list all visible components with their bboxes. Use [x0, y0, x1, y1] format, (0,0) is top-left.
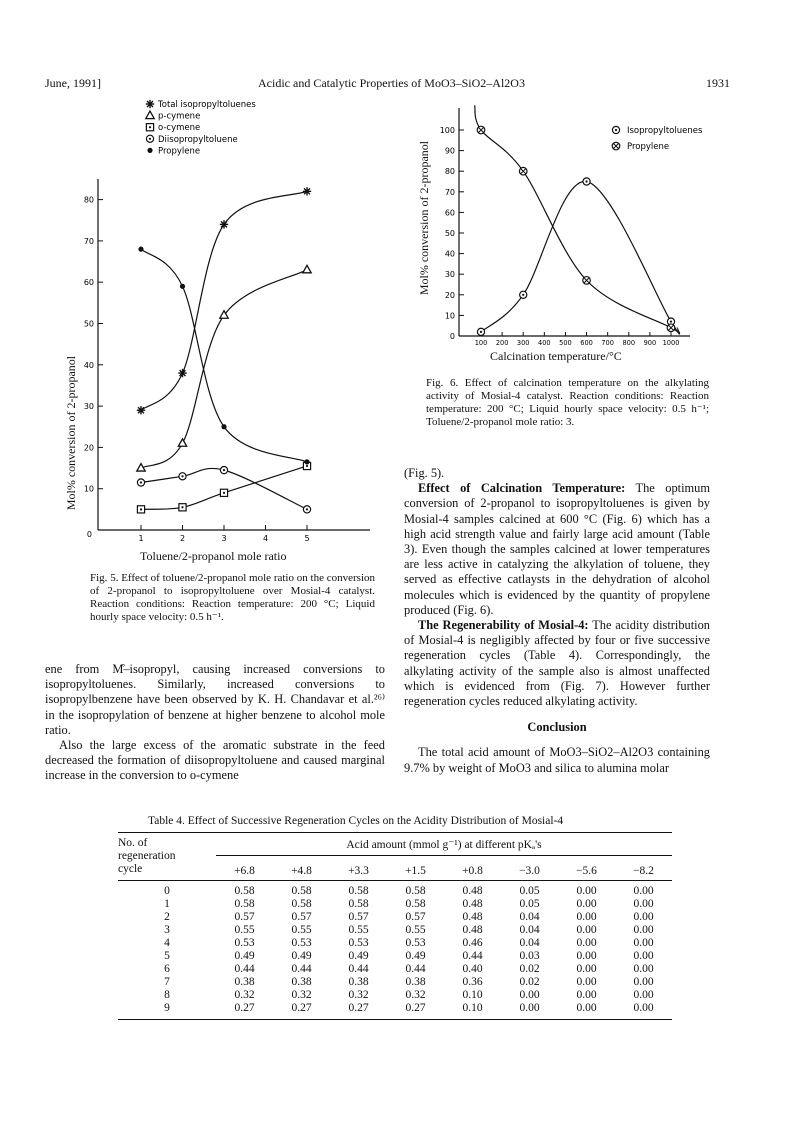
conclusion-body: The total acid amount of MoO3–SiO2–Al2O3 containing 9.7% by weight of MoO3 and silica to alumina molar	[404, 745, 710, 775]
table-row	[118, 963, 672, 976]
fig5-legend-label: o-cymene	[158, 123, 201, 134]
acid-amount-cell: 0.02	[519, 963, 540, 975]
dot-shape	[221, 424, 226, 429]
table-row	[118, 898, 672, 911]
table4	[118, 832, 672, 1020]
acid-amount-cell: 0.55	[291, 924, 312, 936]
square-center	[140, 508, 142, 510]
fig5-y-tick-label: 20	[83, 443, 94, 453]
circle-center	[149, 138, 151, 140]
table-row	[118, 1002, 672, 1020]
fig6-data-point	[667, 324, 675, 332]
acid-amount-cell: 0.58	[291, 885, 312, 897]
dot-shape	[180, 284, 185, 289]
cycle-number-cell: 1	[164, 898, 170, 910]
column-header: +3.3	[348, 865, 369, 877]
fig5-data-point	[303, 265, 311, 273]
square-center	[149, 126, 151, 128]
column-header: +4.8	[291, 865, 312, 877]
acid-amount-cell: 0.27	[405, 1002, 426, 1014]
acid-amount-cell: 0.46	[462, 937, 483, 949]
fig6-data-point	[583, 178, 590, 185]
fig5-caption: Fig. 5. Effect of toluene/2-propanol mole ratio on the conversion of 2-propanol to isopropyltoluene over Mosial-4 catalyst. Reaction conditions: Reaction temperature: 200 °C; Liquid hourly space velocity: 0.5 h⁻¹.	[90, 572, 375, 623]
fig6-y-tick-label: 90	[444, 146, 455, 156]
acid-amount-cell: 0.58	[234, 885, 255, 897]
acid-amount-cell: 0.00	[633, 950, 654, 962]
acid-amount-cell: 0.00	[519, 989, 540, 1001]
acid-amount-cell: 0.53	[405, 937, 426, 949]
fig6-x-tick-label: 500	[559, 339, 572, 347]
acid-amount-cell: 0.10	[462, 989, 483, 1001]
fig5-xlabel: Toluene/2-propanol mole ratio	[140, 549, 287, 563]
acid-amount-cell: 0.57	[234, 911, 255, 923]
row-header-line: regeneration	[118, 850, 176, 862]
acid-amount-cell: 0.38	[234, 976, 255, 988]
fig5-data-point	[220, 220, 228, 228]
fig5-data-point	[137, 406, 145, 414]
triangle-shape	[303, 265, 311, 273]
acid-amount-cell: 0.58	[291, 898, 312, 910]
acid-amount-cell: 0.48	[462, 885, 483, 897]
fig6-x-tick-label: 100	[474, 339, 488, 347]
square-center	[181, 506, 183, 508]
fig6-x-tick-label: 300	[516, 339, 530, 347]
fig5-data-point	[220, 467, 227, 474]
cycle-number-cell: 6	[164, 963, 170, 975]
dot-shape	[304, 459, 309, 464]
fig5-data-point	[303, 187, 311, 195]
fig6-x-tick-label: 400	[538, 339, 551, 347]
fig6-x-tick-label: 1000	[662, 339, 680, 347]
acid-amount-cell: 0.57	[348, 911, 369, 923]
left-paragraph-1: ene from M̊–isopropyl, causing increased conversions to isopropyltoluenes. Similarly, increased conversions to isopropylbenzene have been observed by K. H. Chandavar et al.²⁶⁾ in the isopropylation of benzene at higher benzene to alcohol mole ratio.	[45, 662, 385, 737]
circle-center	[223, 469, 225, 471]
fig6-y-tick-label: 80	[444, 167, 455, 177]
acid-amount-cell: 0.58	[405, 898, 426, 910]
fig5-x-tick-label: 3	[221, 534, 227, 543]
acid-amount-cell: 0.48	[462, 924, 483, 936]
acid-amount-cell: 0.00	[633, 1002, 654, 1014]
acid-amount-cell: 0.58	[405, 885, 426, 897]
column-header: +0.8	[462, 865, 483, 877]
fig6-y-tick-label: 50	[444, 229, 455, 238]
table4-group-header: Acid amount (mmol g⁻¹) at different pKₐ's	[216, 833, 672, 856]
fig5-y-tick-label: 30	[83, 402, 94, 412]
fig5-reference: (Fig. 5).	[404, 466, 445, 480]
acid-amount-cell: 0.00	[576, 963, 597, 975]
fig5-legend-marker	[146, 100, 154, 108]
acid-amount-cell: 0.10	[462, 1002, 483, 1014]
acid-amount-cell: 0.27	[348, 1002, 369, 1014]
acid-amount-cell: 0.38	[405, 976, 426, 988]
fig6-series-line	[475, 105, 680, 333]
acid-amount-cell: 0.44	[462, 950, 483, 962]
cycle-number-cell: 3	[164, 924, 170, 936]
acid-amount-cell: 0.04	[519, 937, 540, 949]
acid-amount-cell: 0.53	[348, 937, 369, 949]
fig6-y-tick-label: 70	[444, 187, 455, 197]
fig6-x-tick-label: 600	[580, 339, 593, 347]
fig5-data-point	[304, 459, 309, 464]
fig6-legend-marker	[612, 142, 620, 150]
circle-center	[670, 320, 672, 322]
acid-amount-cell: 0.55	[348, 924, 369, 936]
fig5-legend-marker	[146, 111, 154, 119]
fig5-data-point	[138, 247, 143, 252]
cycle-number-cell: 8	[164, 989, 170, 1001]
fig5-data-point	[179, 504, 186, 511]
regenerability-heading: The Regenerability of Mosial-4:	[418, 618, 589, 633]
table-row	[118, 937, 672, 950]
fig6-y-tick-label: 30	[444, 270, 455, 280]
column-header: +6.8	[234, 865, 255, 877]
fig5-y-tick-label: 80	[83, 195, 94, 205]
acid-amount-cell: 0.00	[576, 898, 597, 910]
acid-amount-cell: 0.32	[291, 989, 312, 1001]
fig5-legend-label: p-cymene	[158, 111, 201, 122]
acid-amount-cell: 0.00	[633, 963, 654, 975]
acid-amount-cell: 0.27	[291, 1002, 312, 1014]
fig5-data-point	[137, 479, 144, 486]
fig5-data-point	[179, 473, 186, 480]
acid-amount-cell: 0.32	[348, 989, 369, 1001]
fig5-y-tick-label: 10	[83, 484, 94, 494]
fig5-chart	[55, 95, 375, 545]
acid-amount-cell: 0.00	[576, 976, 597, 988]
fig6-data-point	[477, 328, 484, 335]
table-row	[118, 911, 672, 924]
fig6-y-tick-label: 20	[444, 290, 455, 300]
calcination-paragraph	[404, 481, 710, 618]
fig5-legend-label: Propylene	[158, 146, 201, 157]
acid-amount-cell: 0.57	[405, 911, 426, 923]
triangle-shape	[178, 439, 186, 447]
acid-amount-cell: 0.44	[405, 963, 426, 975]
page-number: 1931	[706, 76, 730, 90]
dot-shape	[147, 148, 152, 153]
square-center	[223, 492, 225, 494]
fig6-y-tick-label: 40	[444, 249, 455, 259]
fig5-data-point	[220, 489, 227, 496]
acid-amount-cell: 0.44	[291, 963, 312, 975]
acid-amount-cell: 0.58	[234, 898, 255, 910]
fig5-data-point	[221, 424, 226, 429]
fig6-y-tick-label: 60	[444, 208, 455, 218]
row-header-line: cycle	[118, 863, 143, 875]
acid-amount-cell: 0.03	[519, 950, 540, 962]
acid-amount-cell: 0.00	[633, 989, 654, 1001]
fig6-y-tick-label: 10	[444, 311, 455, 321]
fig5-x-tick-label: 1	[138, 534, 144, 543]
acid-amount-cell: 0.40	[462, 963, 483, 975]
circle-center	[181, 475, 183, 477]
left-paragraph-2: Also the large excess of the aromatic substrate in the feed decreased the formation of diisopropyltoluene and caused marginal increase in the conversion to o-cymene	[45, 738, 385, 783]
fig6-data-point	[520, 291, 527, 298]
fig5-series-line	[141, 249, 307, 462]
acid-amount-cell: 0.00	[519, 1002, 540, 1014]
fig5-series-line	[141, 270, 307, 468]
acid-amount-cell: 0.49	[348, 950, 369, 962]
fig6-y-tick-label: 0	[449, 332, 455, 341]
acid-amount-cell: 0.58	[348, 898, 369, 910]
acid-amount-cell: 0.32	[405, 989, 426, 1001]
fig6-x-tick-label: 700	[601, 339, 614, 347]
regenerability-paragraph	[404, 618, 710, 709]
dot-shape	[138, 247, 143, 252]
table4-row-header	[118, 833, 216, 881]
circle-center	[140, 481, 142, 483]
acid-amount-cell: 0.53	[234, 937, 255, 949]
acid-amount-cell: 0.02	[519, 976, 540, 988]
circle-center	[585, 180, 587, 182]
acid-amount-cell: 0.27	[234, 1002, 255, 1014]
fig6-data-point	[519, 167, 527, 175]
acid-amount-cell: 0.05	[519, 898, 540, 910]
conclusion-heading: Conclusion	[527, 720, 587, 735]
acid-amount-cell: 0.04	[519, 911, 540, 923]
cycle-number-cell: 7	[164, 976, 170, 988]
cycle-number-cell: 5	[164, 950, 170, 962]
table4-caption: Table 4. Effect of Successive Regeneration Cycles on the Acidity Distribution of Mosial-4	[148, 815, 564, 827]
fig6-x-tick-label: 900	[643, 339, 657, 347]
fig5-x-tick-label: 4	[262, 534, 269, 543]
right-column-text	[404, 466, 710, 776]
fig6-ylabel: Mol% conversion of 2-propanol	[417, 140, 431, 296]
fig5-y-tick-label: 70	[83, 236, 94, 246]
fig5-y-tick-label: 0	[86, 530, 92, 539]
acid-amount-cell: 0.48	[462, 898, 483, 910]
regenerability-body: The acidity distribution of Mosial-4 is negligibly affected by four or five successive regeneration cycles (Table 4). Correspondingly, the alkylating activity of the sample also is almost unaffected which is evidenced from (Fig. 7). However further regeneration cycles reduced alkylating activity.	[404, 618, 711, 709]
square-center	[306, 465, 308, 467]
acid-amount-cell: 0.55	[234, 924, 255, 936]
cycle-number-cell: 0	[164, 885, 170, 897]
running-header-date: June, 1991]	[45, 76, 101, 90]
acid-amount-cell: 0.00	[576, 989, 597, 1001]
cycle-number-cell: 2	[164, 911, 170, 923]
fig5-y-tick-label: 50	[83, 319, 94, 329]
circle-center	[522, 294, 524, 296]
acid-amount-cell: 0.32	[234, 989, 255, 1001]
acid-amount-cell: 0.00	[633, 937, 654, 949]
acid-amount-cell: 0.00	[576, 885, 597, 897]
calcination-body: The optimum conversion of 2-propanol to isopropyltoluenes is given by Mosial-4 samples calcined at 600 °C (Fig. 6) which has a high acid strength value and fairly large acid amount (Table 3). Even though the samples calcined at lower temperatures are less active in catalyzing the alkylation of toluene, they served as effective catlaysts in the dehydration of alcohol molecules which is evidenced by the quantity of propylene produced (Fig. 6).	[404, 481, 711, 617]
table-row	[118, 924, 672, 937]
triangle-shape	[146, 111, 154, 119]
fig5-legend-label: Total isopropyltoluenes	[158, 100, 256, 110]
column-header: −8.2	[633, 865, 654, 877]
acid-amount-cell: 0.00	[633, 911, 654, 923]
acid-amount-cell: 0.48	[462, 911, 483, 923]
circle-center	[480, 331, 482, 333]
fig6-caption: Fig. 6. Effect of calcination temperature on the alkylating activity of Mosial-4 catalyst. Reaction conditions: Reaction temperature: 200 °C; Liquid hourly space velocity: 0.5 h⁻¹; Toluene/2-propanol mole ratio: 3.	[426, 377, 709, 428]
fig5-y-tick-label: 60	[83, 278, 94, 288]
fig6-data-point	[583, 277, 591, 285]
fig5-legend-marker	[146, 135, 153, 142]
circle-center	[615, 129, 617, 131]
fig5-legend-label: Diisopropyltoluene	[158, 134, 238, 145]
column-header: −3.0	[519, 865, 540, 877]
circle-center	[306, 508, 308, 510]
table-row	[118, 989, 672, 1002]
acid-amount-cell: 0.00	[576, 1002, 597, 1014]
acid-amount-cell: 0.00	[633, 976, 654, 988]
cycle-number-cell: 4	[164, 937, 170, 949]
fig5-data-point	[178, 369, 186, 377]
calcination-heading: Effect of Calcination Temperature:	[418, 481, 626, 496]
row-header-line: No. of	[118, 837, 148, 849]
running-header-title: Acidic and Catalytic Properties of MoO3–SiO2–Al2O3	[258, 76, 525, 90]
acid-amount-cell: 0.00	[633, 885, 654, 897]
acid-amount-cell: 0.49	[234, 950, 255, 962]
acid-amount-cell: 0.00	[576, 937, 597, 949]
fig6-chart	[430, 104, 730, 354]
acid-amount-cell: 0.00	[576, 911, 597, 923]
fig5-legend-marker	[147, 148, 152, 153]
fig6-xlabel: Calcination temperature/°C	[490, 349, 622, 363]
fig6-legend-label: Isopropyltoluenes	[627, 126, 703, 136]
fig6-series-line	[481, 181, 680, 334]
fig5-ylabel: Mol% conversion of 2-propanol	[64, 355, 78, 511]
cycle-number-cell: 9	[164, 1002, 170, 1014]
fig6-x-tick-label: 200	[495, 339, 509, 347]
acid-amount-cell: 0.36	[462, 976, 483, 988]
fig5-legend-marker	[146, 124, 153, 131]
table-row	[118, 881, 672, 899]
acid-amount-cell: 0.53	[291, 937, 312, 949]
fig5-data-point	[178, 439, 186, 447]
acid-amount-cell: 0.04	[519, 924, 540, 936]
column-header: −5.6	[576, 865, 597, 877]
column-header: +1.5	[405, 865, 426, 877]
acid-amount-cell: 0.00	[633, 924, 654, 936]
acid-amount-cell: 0.00	[633, 898, 654, 910]
acid-amount-cell: 0.58	[348, 885, 369, 897]
acid-amount-cell: 0.00	[576, 924, 597, 936]
acid-amount-cell: 0.38	[348, 976, 369, 988]
acid-amount-cell: 0.49	[405, 950, 426, 962]
acid-amount-cell: 0.05	[519, 885, 540, 897]
fig5-y-tick-label: 40	[83, 360, 94, 370]
fig5-data-point	[303, 506, 310, 513]
acid-amount-cell: 0.44	[348, 963, 369, 975]
fig5-x-tick-label: 2	[179, 534, 186, 543]
left-column-text	[45, 662, 385, 784]
fig6-legend-label: Propylene	[627, 142, 670, 152]
acid-amount-cell: 0.57	[291, 911, 312, 923]
fig5-data-point	[180, 284, 185, 289]
acid-amount-cell: 0.00	[576, 950, 597, 962]
acid-amount-cell: 0.49	[291, 950, 312, 962]
table-row	[118, 950, 672, 963]
fig5-data-point	[137, 506, 144, 513]
acid-amount-cell: 0.44	[234, 963, 255, 975]
fig6-data-point	[477, 126, 485, 134]
acid-amount-cell: 0.55	[405, 924, 426, 936]
fig6-y-tick-label: 100	[439, 126, 455, 135]
acid-amount-cell: 0.38	[291, 976, 312, 988]
fig5-x-tick-label: 5	[304, 534, 310, 543]
table-row	[118, 976, 672, 989]
fig6-legend-marker	[612, 126, 619, 133]
fig6-x-tick-label: 800	[622, 339, 636, 347]
